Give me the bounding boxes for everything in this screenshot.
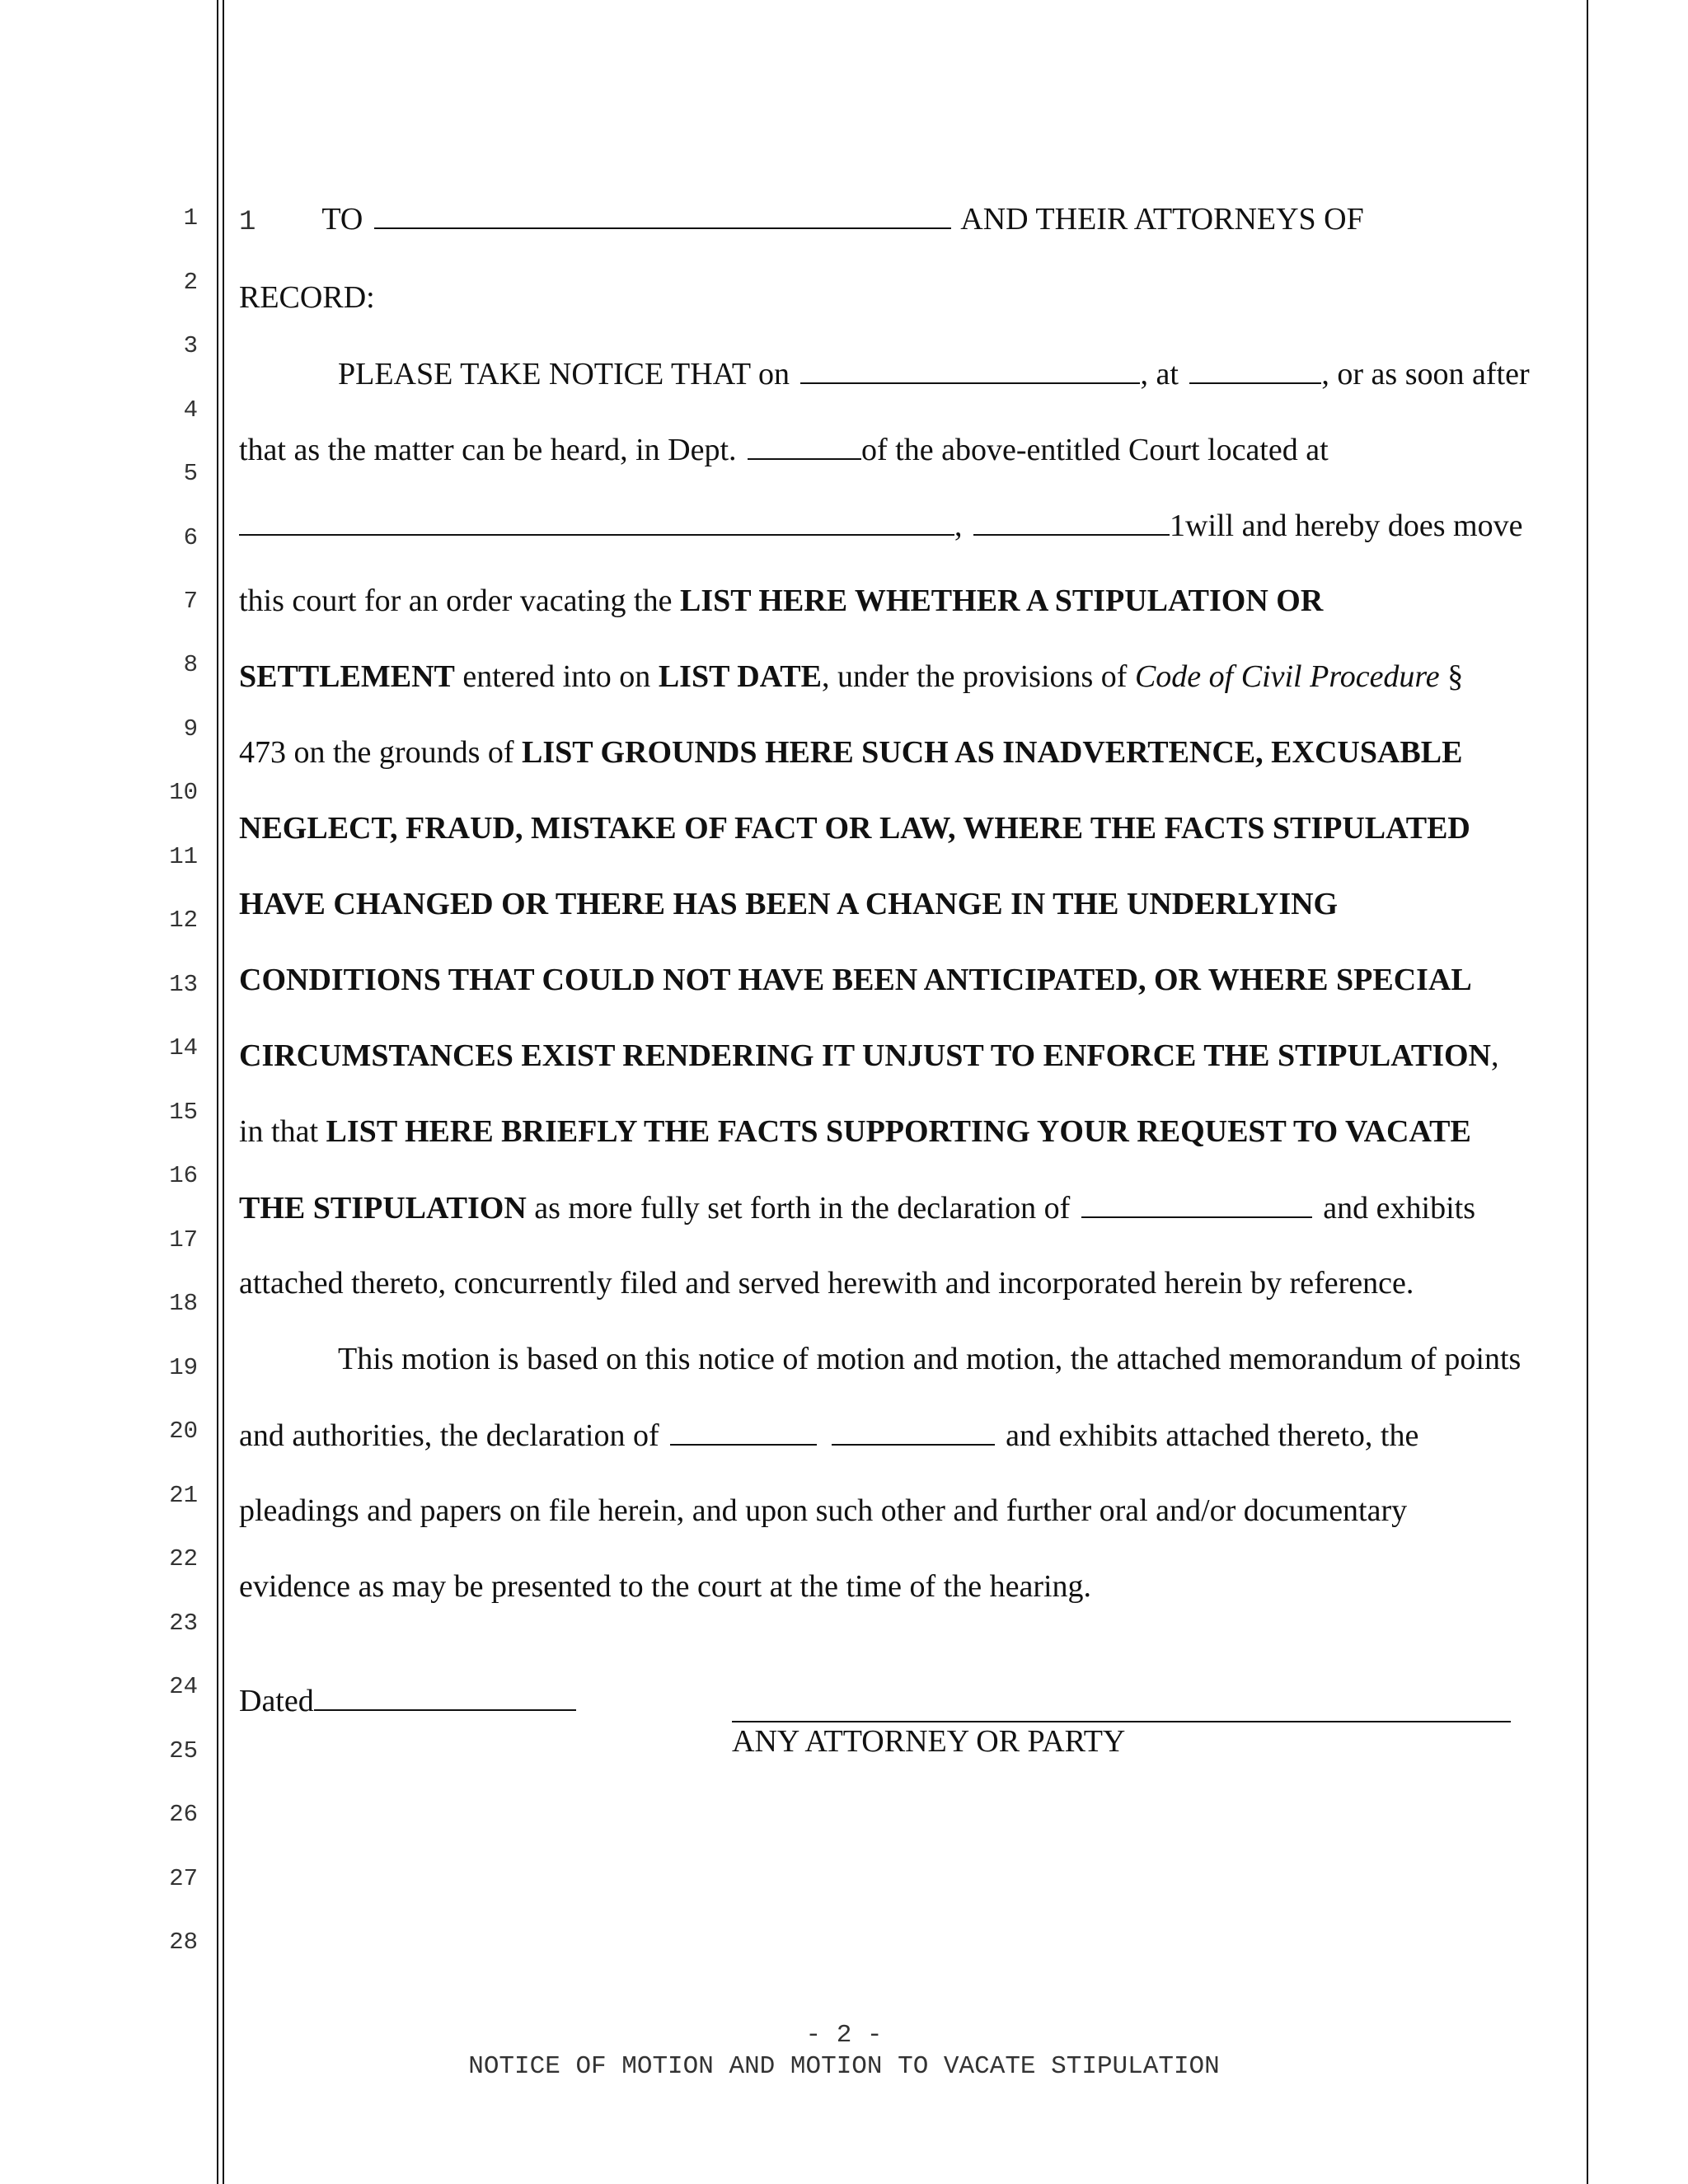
body-line-12: CIRCUMSTANCES EXIST RENDERING IT UNJUST TO ENFORCE THE STIPULATION,: [239, 1038, 1499, 1073]
declarant-blank[interactable]: [1081, 1188, 1312, 1218]
line-number: 28: [169, 1929, 198, 1956]
dated-blank[interactable]: [314, 1681, 576, 1711]
left-margin-rule-2: [223, 0, 224, 2184]
court-address-blank[interactable]: [239, 506, 954, 536]
line-number: 7: [183, 588, 198, 615]
body-line-6: this court for an order vacating the LIST HERE WHETHER A STIPULATION OR: [239, 583, 1324, 618]
left-margin-rule-1: [217, 0, 218, 2184]
body-line-2: RECORD:: [239, 280, 375, 315]
line-number: 8: [183, 651, 198, 678]
line-number: 24: [169, 1673, 198, 1700]
body-line-1: 1 TO AND THEIR ATTORNEYS OF: [239, 199, 1364, 241]
party-blank[interactable]: [374, 199, 951, 229]
line-number: 15: [169, 1099, 198, 1126]
body-line-16: This motion is based on this notice of motion and motion, the attached memorandum of points: [338, 1342, 1522, 1376]
footer-title: NOTICE OF MOTION AND MOTION TO VACATE STIPULATION: [468, 2052, 1220, 2081]
line-number: 19: [169, 1354, 198, 1381]
line-number: 11: [169, 843, 198, 870]
line-number: 14: [169, 1034, 198, 1062]
body-line-5: , 1will and hereby does move: [239, 506, 1522, 545]
line-number: 9: [183, 715, 198, 743]
body-line-14: THE STIPULATION as more fully set forth in the declaration of and exhibits: [239, 1188, 1475, 1227]
line-number: 22: [169, 1545, 198, 1572]
body-line-4: that as the matter can be heard, in Dept. of the above-entitled Court located at: [239, 430, 1329, 469]
hearing-time-blank[interactable]: [1189, 354, 1321, 384]
body-line-9: NEGLECT, FRAUD, MISTAKE OF FACT OR LAW, WHERE THE FACTS STIPULATED: [239, 811, 1470, 846]
line-number: 10: [169, 779, 198, 806]
inline-number: 1: [239, 207, 256, 238]
line-number: 5: [183, 460, 198, 487]
body-line-7: SETTLEMENT entered into on LIST DATE, under the provisions of Code of Civil Procedure §: [239, 659, 1464, 694]
body-line-3: PLEASE TAKE NOTICE THAT on , at , or as soon after: [239, 354, 1530, 393]
page-number: - 2 -: [805, 2021, 883, 2050]
line-number: 12: [169, 907, 198, 934]
line-number: 6: [183, 524, 198, 551]
body-line-19: evidence as may be presented to the court at the time of the hearing.: [239, 1569, 1092, 1604]
body-line-11: CONDITIONS THAT COULD NOT HAVE BEEN ANTICIPATED, OR WHERE SPECIAL: [239, 963, 1472, 997]
line-number: 23: [169, 1610, 198, 1637]
line-number: 25: [169, 1737, 198, 1765]
declarant-first-name-blank[interactable]: [670, 1416, 817, 1446]
line-number: 1: [183, 204, 198, 232]
line-number: 16: [169, 1162, 198, 1189]
dated-line: Dated: [239, 1681, 579, 1720]
body-line-18: pleadings and papers on file herein, and upon such other and further oral and/or documentary: [239, 1493, 1408, 1528]
dept-blank[interactable]: [748, 430, 861, 460]
line-number: 2: [183, 269, 198, 296]
signature-label: ANY ATTORNEY OR PARTY: [732, 1724, 1126, 1759]
body-line-15: attached thereto, concurrently filed and served herewith and incorporated herein by reference.: [239, 1266, 1414, 1301]
line-number: 17: [169, 1226, 198, 1254]
right-margin-rule: [1587, 0, 1588, 2184]
body-line-17: and authorities, the declaration of and exhibits attached thereto, the: [239, 1416, 1418, 1455]
body-line-10: HAVE CHANGED OR THERE HAS BEEN A CHANGE IN THE UNDERLYING: [239, 887, 1339, 921]
line-number: 26: [169, 1801, 198, 1828]
moving-party-blank[interactable]: [973, 506, 1170, 536]
hearing-date-blank[interactable]: [800, 354, 1140, 384]
line-number: 3: [183, 332, 198, 359]
line-number: 13: [169, 971, 198, 998]
line-number: 20: [169, 1418, 198, 1445]
line-number: 21: [169, 1482, 198, 1509]
line-number: 18: [169, 1290, 198, 1317]
body-line-13: in that LIST HERE BRIEFLY THE FACTS SUPPORTING YOUR REQUEST TO VACATE: [239, 1114, 1471, 1149]
line-number: 27: [169, 1865, 198, 1892]
declarant-last-name-blank[interactable]: [832, 1416, 995, 1446]
body-line-8: 473 on the grounds of LIST GROUNDS HERE SUCH AS INADVERTENCE, EXCUSABLE: [239, 735, 1463, 770]
line-number: 4: [183, 396, 198, 424]
